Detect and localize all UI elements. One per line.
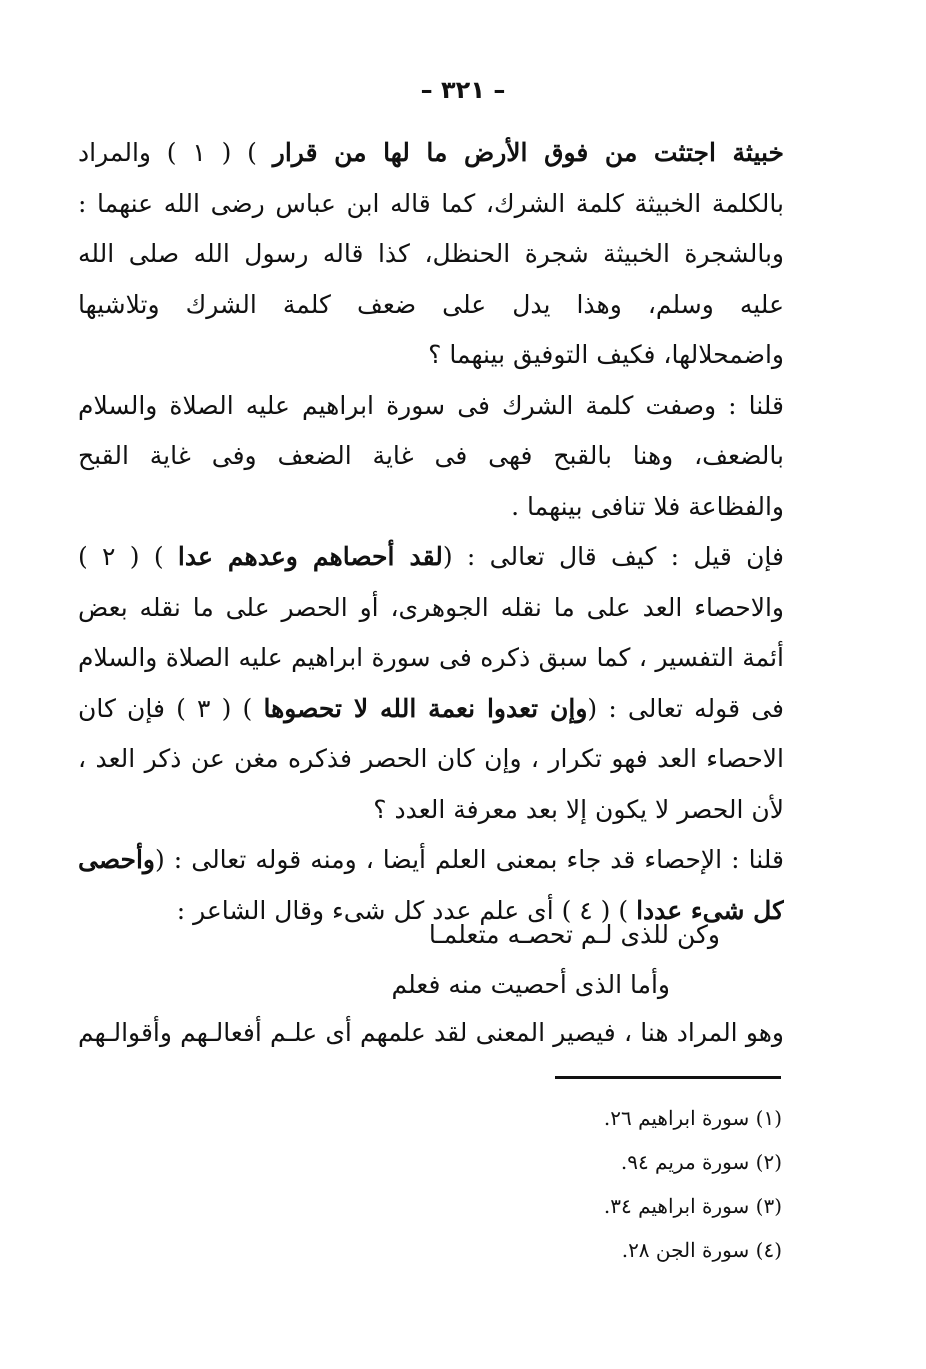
verse-second-hemistich: وأما الذى أحصيت منه فعلم xyxy=(391,970,670,999)
body-text-line xyxy=(78,431,784,482)
quranic-quote: وأحصى xyxy=(78,845,155,874)
page-number: – ٣٢١ – xyxy=(420,76,506,104)
body-text-line xyxy=(78,229,784,280)
text-segment: وبالشجرة الخبيثة شجرة الحنظل، كذا قاله رسول الله صلى الله xyxy=(78,239,784,268)
text-segment: واضمحلالها، فكيف التوفيق بينهما ؟ xyxy=(428,340,784,369)
text-segment: فى قوله تعالى : ( xyxy=(587,693,784,723)
body-text-line xyxy=(78,280,784,331)
quranic-quote: وإن تعدوا نعمة الله لا تحصوها xyxy=(263,693,588,723)
body-text-line xyxy=(78,482,784,533)
quranic-quote: كل شىء عددا xyxy=(636,895,784,925)
text-segment: ) ( ٣ ) فإن كان xyxy=(78,693,264,723)
text-segment: عليه وسلم، وهذا يدل على ضعف كلمة الشرك وتلاشيها xyxy=(78,289,784,319)
text-segment: الاحصاء العد فهو تكرار ، وإن كان الحصر فذكره مغن عن ذكر العد ، xyxy=(78,744,784,773)
text-segment: قلنا : وصفت كلمة الشرك فى سورة ابراهيم عليه الصلاة والسلام xyxy=(78,390,784,420)
body-text-line xyxy=(78,330,784,381)
text-segment: ) ( ١ ) والمراد xyxy=(78,138,273,167)
body-text-line xyxy=(78,684,784,735)
text-segment: والفظاعة فلا تنافى بينهما . xyxy=(511,491,784,521)
text-segment: بالضعف، وهنا بالقبح فهى فى غاية الضعف وفى غاية القبح xyxy=(78,441,784,470)
text-segment: لأن الحصر لا يكون إلا بعد معرفة العدد ؟ xyxy=(373,794,784,824)
body-text-line xyxy=(78,179,784,230)
footnote: (٣) سورة ابراهيم ٣٤. xyxy=(603,1194,782,1218)
footnote-divider xyxy=(555,1076,781,1079)
body-text-line xyxy=(78,785,784,836)
quranic-quote: لقد أحصاهم وعدهم عدا xyxy=(177,542,443,571)
body-text-line xyxy=(78,835,784,886)
footnotes xyxy=(400,1096,782,1272)
footnote: (٢) سورة مريم ٩٤. xyxy=(620,1150,782,1174)
text-segment: ) ( ٤ ) أى علم عدد كل شىء وقال الشاعر : xyxy=(176,895,637,925)
footnote: (١) سورة ابراهيم ٢٦. xyxy=(603,1106,782,1130)
text-segment: قلنا : الإحصاء قد جاء بمعنى العلم أيضا ، ومنه قوله تعالى : ( xyxy=(155,845,784,874)
body-text-line xyxy=(78,633,784,684)
text-segment: بالكلمة الخبيثة كلمة الشرك، كما قاله ابن عباس رضى الله عنهما : xyxy=(78,188,784,218)
text-segment: فإن قيل : كيف قال تعالى : ( xyxy=(442,542,784,571)
body-text-line xyxy=(78,532,784,583)
footnote: (٤) سورة الجن ٢٨. xyxy=(621,1238,782,1262)
body-text-line: وهو المراد هنا ، فيصير المعنى لقد علمهم أى علـم أفعالـهم وأقوالـهم xyxy=(78,1018,784,1047)
body-text-line xyxy=(78,734,784,785)
body-text-line xyxy=(78,583,784,634)
text-segment: ) ( ٢ ) xyxy=(78,542,178,571)
body-text xyxy=(78,128,784,936)
text-segment: أئمة التفسير ، كما سبق ذكره فى سورة ابراهيم عليه الصلاة والسلام xyxy=(78,643,784,672)
text-segment: والاحصاء العد على ما نقله الجوهرى، أو الحصر على ما نقله بعض xyxy=(78,592,784,622)
body-text-line xyxy=(78,128,784,179)
quranic-quote: خبيثة اجتثت من فوق الأرض ما لها من قرار xyxy=(272,138,784,167)
body-text-line xyxy=(78,381,784,432)
verse-first-hemistich: وكن للذى لـم تحصـه متعلمـا xyxy=(428,920,720,949)
